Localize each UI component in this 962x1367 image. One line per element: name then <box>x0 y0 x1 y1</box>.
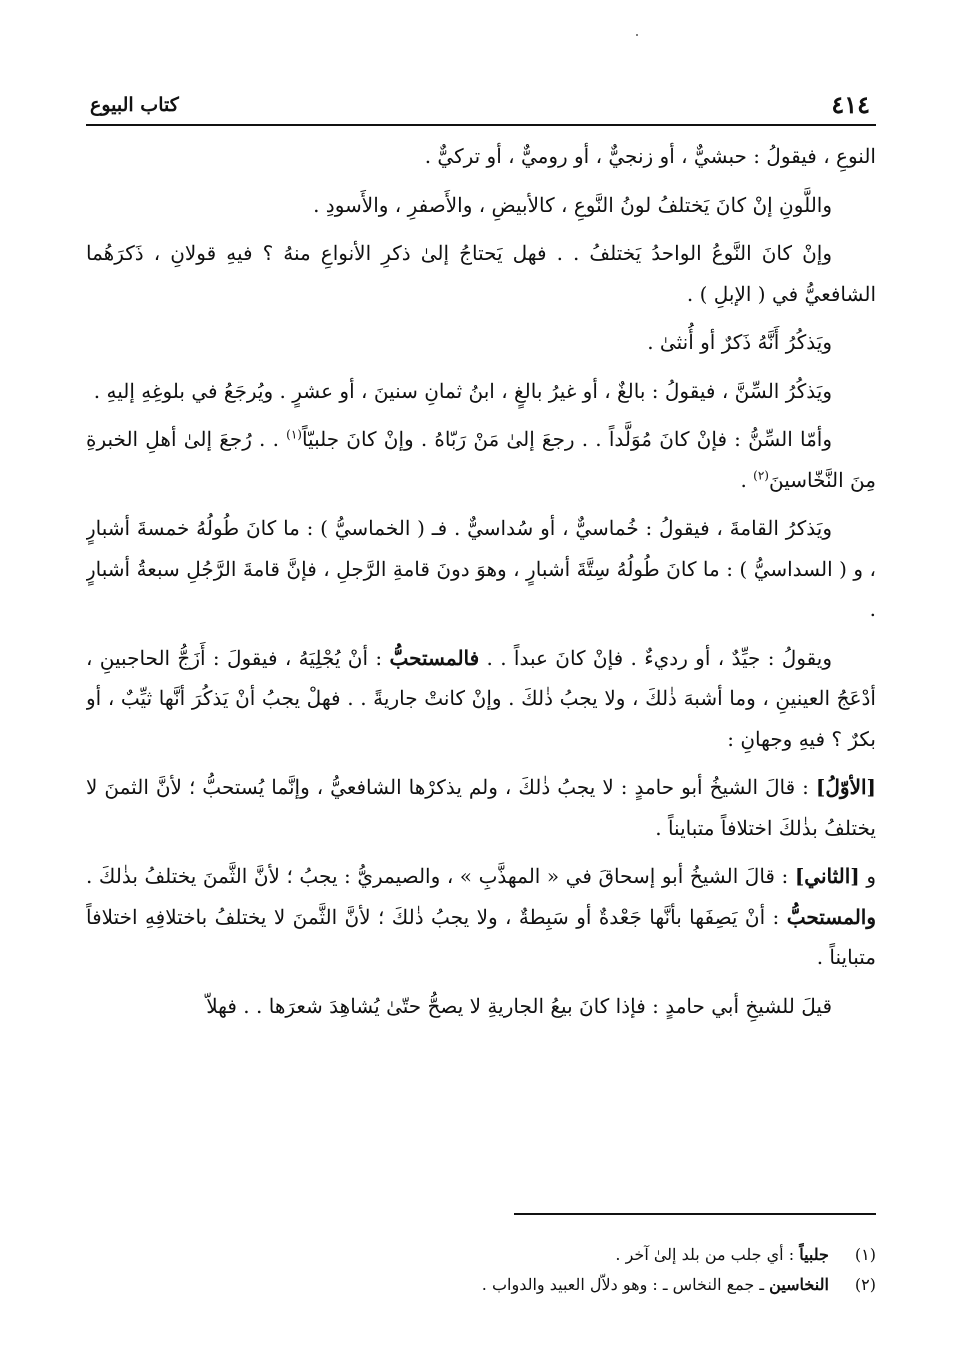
paragraph-5: ويَذكُرُ السِّنَّ ، فيقولُ : بالغٌ ، أو غيرُ بالغٍ ، ابنُ ثمانِ سنينَ ، أو عشرٍ . ويُرجَعُ في بلوغِهِ إليهِ . <box>93 378 832 403</box>
paragraph-8 <box>86 638 876 760</box>
footnotes <box>86 1240 876 1300</box>
paragraph-8-part-b: : أنْ يُجْلِيَهُ ، فيقولَ : أَزَجُّ الحاجبينِ ، أدْعَجُ العينينِ ، وما أشبهَ ذٰلكَ ، ولا يجبُ ذٰلكَ . وإنْ كانتْ جاريةً . . فهلْ يجبُ أنْ يَذكُرَ أنَّها ثيِّبٌ ، أو بكرٌ ؟ فيهِ وجهانِ : <box>86 645 876 751</box>
footnote-1-number: (١) <box>854 1245 876 1264</box>
running-title: كتاب البيوع <box>90 94 179 116</box>
paragraph-9-text: : قالَ الشيخُ أبو حامدٍ : لا يجبُ ذٰلكَ ، ولم يذكرْها الشافعيُّ ، وإنَّما يُستحبُّ ؛ لأنَّ الثمنَ لا يختلفُ بذٰلكَ اختلافاً متبايناً . <box>86 775 876 840</box>
footnote-1-text: : أي جلب من بلد إلىٰ آخر . <box>615 1245 795 1264</box>
paragraph-3: وإنْ كانَ النَّوعُ الواحدُ يَختلفُ . . فهل يَحتاجُ إلىٰ ذكرِ الأنواعِ منهُ ؟ فيهِ قولانِ ، ذَكرَهُما الشافعيُّ في ( الإبلِ ) . <box>86 241 876 306</box>
footnote-2 <box>86 1270 876 1300</box>
paragraph-2: واللَّونِ إنْ كانَ يَختلفُ لونُ النَّوعِ ، كالأبيضِ ، والأَصفرِ ، والأَسودِ . <box>313 192 832 217</box>
paragraph-1: النوعِ ، فيقولُ : حبشيٌّ ، أو زنجيٌّ ، أو روميٌّ ، أو تركيٌّ . <box>424 144 876 168</box>
paragraph-6-part-c: . <box>740 467 754 492</box>
footnote-1-term: جلبياً <box>799 1245 829 1264</box>
term-mustahabb: فالمستحبُّ <box>389 645 480 670</box>
second-view-label: [الثاني] <box>794 864 860 888</box>
paragraph-8-part-a: ويقولُ : جيِّدٌ ، أو رديءٌ . فإنْ كانَ عبداً . . <box>486 645 833 670</box>
footnote-ref-1[interactable]: (١) <box>286 427 302 442</box>
footnote-ref-2[interactable]: (٢) <box>753 467 769 482</box>
paragraph-6-part-a: وأمّا السِّنُّ : فإنْ كانَ مُوَلَّداً . . رجعَ إلىٰ مَنْ رَبّاهُ . وإنْ كانَ جلبيّاً <box>301 427 833 451</box>
paragraph-9 <box>86 767 876 848</box>
paragraph-10-prefix: و <box>866 864 876 888</box>
paragraph-6 <box>86 419 876 500</box>
page-header <box>86 88 876 126</box>
first-view-label: [الأوّلُ] <box>815 775 876 799</box>
paragraph-11: قيلَ للشيخِ أبي حامدٍ : فإذا كانَ بيعُ الجاريةِ لا يصحُّ حتّىٰ يُشاهِدَ شعرَها . . فهلاّ <box>206 993 832 1018</box>
paragraph-6-part-b: . . رُجعَ إلىٰ أهلِ الخبرةِ مِنَ النَّخّاسينَ <box>86 427 876 492</box>
main-text <box>86 136 876 1186</box>
paragraph-10-part-a: : قالَ الشيخُ أبو إسحاقَ في « المهذَّبِ » ، والصيمريُّ : يجبُ ؛ لأنَّ الثَّمنَ يختلفُ بذٰلكَ . <box>86 864 789 888</box>
footnote-1 <box>86 1240 876 1270</box>
term-wal-mustahabb: والمستحبُّ <box>786 904 876 929</box>
footnote-divider <box>514 1213 876 1215</box>
page-number: ٤١٤ <box>831 90 870 119</box>
footnote-2-term: النخاسين <box>769 1275 829 1294</box>
paragraph-10-part-b: : أنْ يَصِفَها بأنَّها جَعْدةٌ أو سَبِطةٌ ، ولا يجبُ ذٰلكَ ؛ لأنَّ الثَّمنَ لا يختلفُ باختلافِهِ اختلافاً متبايناً . <box>86 904 876 969</box>
paragraph-10 <box>86 856 876 978</box>
footnote-2-text: ـ جمع النخاس ـ : وهو دلاّل العبيد والدواب . <box>481 1275 765 1294</box>
scan-speck <box>636 34 638 36</box>
paragraph-4: ويَذكُرُ أَنَّهُ ذَكرٌ أو أُنثىٰ . <box>647 330 832 354</box>
paragraph-7: ويَذكرُ القامةَ ، فيقولُ : خُماسيٌّ ، أو سُداسيٌّ . فـ ( الخماسيُّ ) : ما كانَ طُولُهُ خمسةَ أشبارٍ ، و ( السداسيُّ ) : ما كانَ طُولُهُ سِتَّةَ أشبارٍ ، وهوَ دونَ قامةِ الرَّجلِ ، فإنَّ قامةَ الرَّجُلِ سبعةُ أشبارٍ . <box>86 516 876 621</box>
footnote-2-number: (٢) <box>854 1275 876 1294</box>
